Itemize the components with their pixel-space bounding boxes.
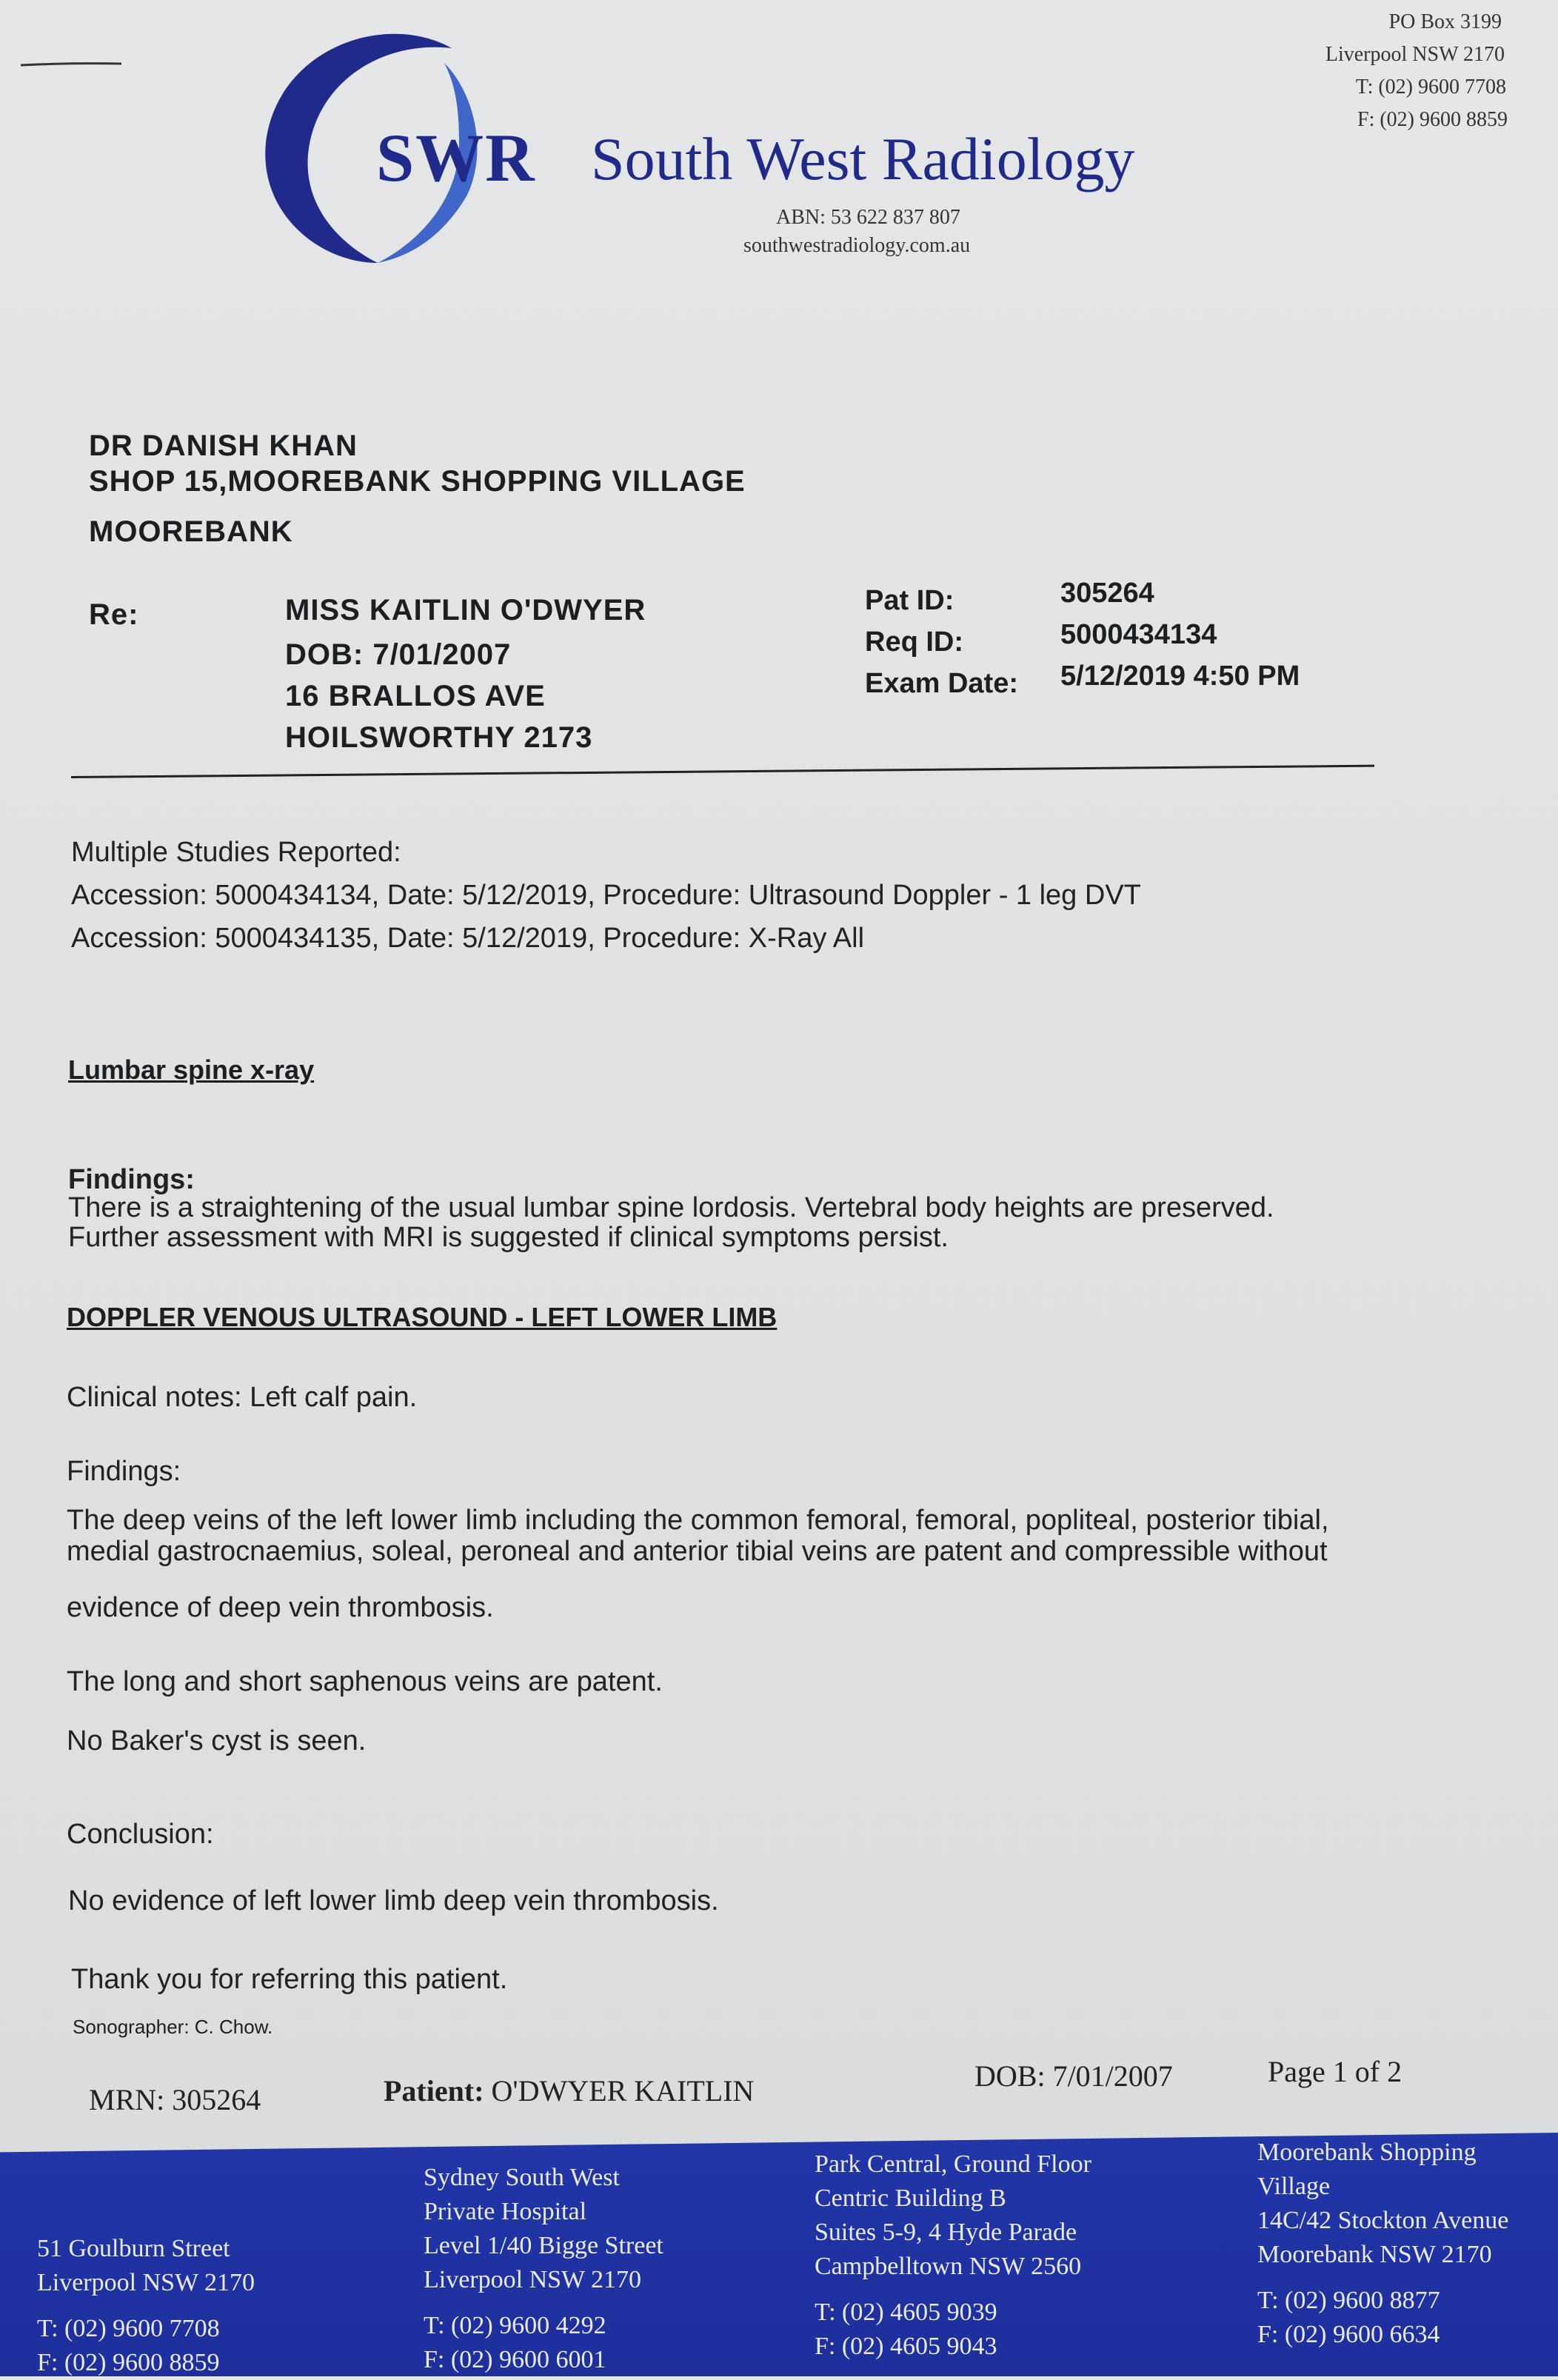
letterhead-fax: F: (02) 9600 8859 — [1357, 108, 1508, 131]
location-line: Village — [1257, 2173, 1331, 2200]
location-fax: F: (02) 4605 9043 — [815, 2333, 997, 2360]
location-line: Park Central, Ground Floor — [815, 2150, 1091, 2178]
divider — [71, 765, 1374, 778]
req-id-value: 5000434134 — [1060, 619, 1217, 650]
bakers-cyst-note: No Baker's cyst is seen. — [67, 1725, 367, 1756]
accession-line: Accession: 5000434134, Date: 5/12/2019, Procedure: Ultrasound Doppler - 1 leg DVT — [71, 880, 1141, 911]
location-line: Liverpool NSW 2170 — [37, 2269, 255, 2296]
location-phone: T: (02) 9600 7708 — [37, 2315, 220, 2342]
patient-dob: DOB: 7/01/2007 — [285, 638, 512, 671]
doppler-findings-line: medial gastrocnaemius, soleal, peroneal and anterior tibial veins are patent and compressible without — [67, 1536, 1328, 1567]
patient-suburb: HOILSWORTHY 2173 — [285, 721, 593, 754]
location-line: Liverpool NSW 2170 — [424, 2266, 642, 2293]
req-id-label: Req ID: — [865, 626, 963, 658]
location-phone: T: (02) 4605 9039 — [815, 2299, 997, 2326]
doppler-findings-line: evidence of deep vein thrombosis. — [67, 1592, 494, 1623]
pat-id-label: Pat ID: — [865, 585, 954, 616]
studies-heading: Multiple Studies Reported: — [71, 837, 401, 868]
conclusion-label: Conclusion: — [67, 1819, 214, 1850]
brand-name: South West Radiology — [591, 125, 1135, 193]
footer-patient-label: Patient: — [384, 2074, 484, 2107]
logo-abbreviation: SWR — [376, 120, 536, 195]
location-line: Moorebank NSW 2170 — [1257, 2241, 1492, 2268]
location-fax: F: (02) 9600 6634 — [1257, 2321, 1440, 2348]
location-fax: F: (02) 9600 6001 — [424, 2346, 606, 2373]
location-liverpool — [37, 2232, 255, 2380]
patient-street: 16 BRALLOS AVE — [285, 680, 546, 712]
lumbar-heading: Lumbar spine x-ray — [68, 1054, 315, 1085]
footer-patient-name: O'DWYER KAITLIN — [491, 2074, 755, 2107]
lumbar-findings-line: There is a straightening of the usual lumbar spine lordosis. Vertebral body heights are preserved. — [68, 1192, 1274, 1223]
location-line: Suites 5-9, 4 Hyde Parade — [815, 2219, 1077, 2246]
location-line: 14C/42 Stockton Avenue — [1257, 2207, 1509, 2234]
addressee-suburb: MOOREBANK — [89, 515, 293, 548]
addressee-street: SHOP 15,MOOREBANK SHOPPING VILLAGE — [89, 465, 746, 498]
accession-line: Accession: 5000434135, Date: 5/12/2019, Procedure: X-Ray All — [71, 923, 865, 954]
abn-number: ABN: 53 622 837 807 — [776, 206, 960, 229]
location-fax: F: (02) 9600 8859 — [37, 2349, 220, 2376]
location-line: Private Hospital — [424, 2198, 587, 2225]
letterhead-city: Liverpool NSW 2170 — [1325, 43, 1505, 66]
location-phone: T: (02) 9600 8877 — [1257, 2287, 1440, 2314]
location-campbelltown — [815, 2147, 1091, 2364]
re-label: Re: — [89, 598, 139, 631]
mrn: MRN: 305264 — [89, 2083, 261, 2116]
location-sswph — [424, 2161, 663, 2377]
sonographer: Sonographer: C. Chow. — [73, 2016, 273, 2038]
addressee-name: DR DANISH KHAN — [89, 429, 358, 462]
doppler-findings-line: The deep veins of the left lower limb including the common femoral, femoral, popliteal, posterior tibial, — [67, 1505, 1329, 1536]
location-moorebank — [1257, 2136, 1508, 2352]
po-box: PO Box 3199 — [1388, 10, 1502, 33]
doppler-heading: DOPPLER VENOUS ULTRASOUND - LEFT LOWER LIMB — [67, 1302, 778, 1332]
page-number: Page 1 of 2 — [1268, 2055, 1402, 2088]
location-line: Sydney South West — [424, 2164, 620, 2191]
thanks-note: Thank you for referring this patient. — [71, 1964, 508, 1995]
location-phone: T: (02) 9600 4292 — [424, 2312, 606, 2339]
patient-name: MISS KAITLIN O'DWYER — [285, 594, 646, 626]
location-line: Level 1/40 Bigge Street — [424, 2232, 663, 2259]
pen-mark — [19, 61, 123, 68]
lumbar-findings-label: Findings: — [68, 1164, 195, 1195]
clinical-notes: Clinical notes: Left calf pain. — [67, 1382, 418, 1413]
location-line: Campbelltown NSW 2560 — [815, 2253, 1082, 2280]
conclusion-text: No evidence of left lower limb deep vein thrombosis. — [68, 1885, 719, 1916]
footer-patient — [384, 2073, 754, 2108]
exam-date-value: 5/12/2019 4:50 PM — [1060, 661, 1300, 692]
location-line: Centric Building B — [815, 2185, 1006, 2212]
exam-date-label: Exam Date: — [865, 668, 1018, 699]
letterhead-phone: T: (02) 9600 7708 — [1355, 76, 1506, 98]
footer-dob: DOB: 7/01/2007 — [974, 2059, 1173, 2093]
saphenous-note: The long and short saphenous veins are patent. — [67, 1666, 663, 1697]
location-line: 51 Goulburn Street — [37, 2235, 230, 2262]
doppler-findings-label: Findings: — [67, 1456, 181, 1487]
pat-id-value: 305264 — [1060, 578, 1154, 609]
website: southwestradiology.com.au — [743, 234, 971, 257]
lumbar-findings-line: Further assessment with MRI is suggested if clinical symptoms persist. — [68, 1222, 949, 1253]
location-line: Moorebank Shopping — [1257, 2139, 1477, 2166]
